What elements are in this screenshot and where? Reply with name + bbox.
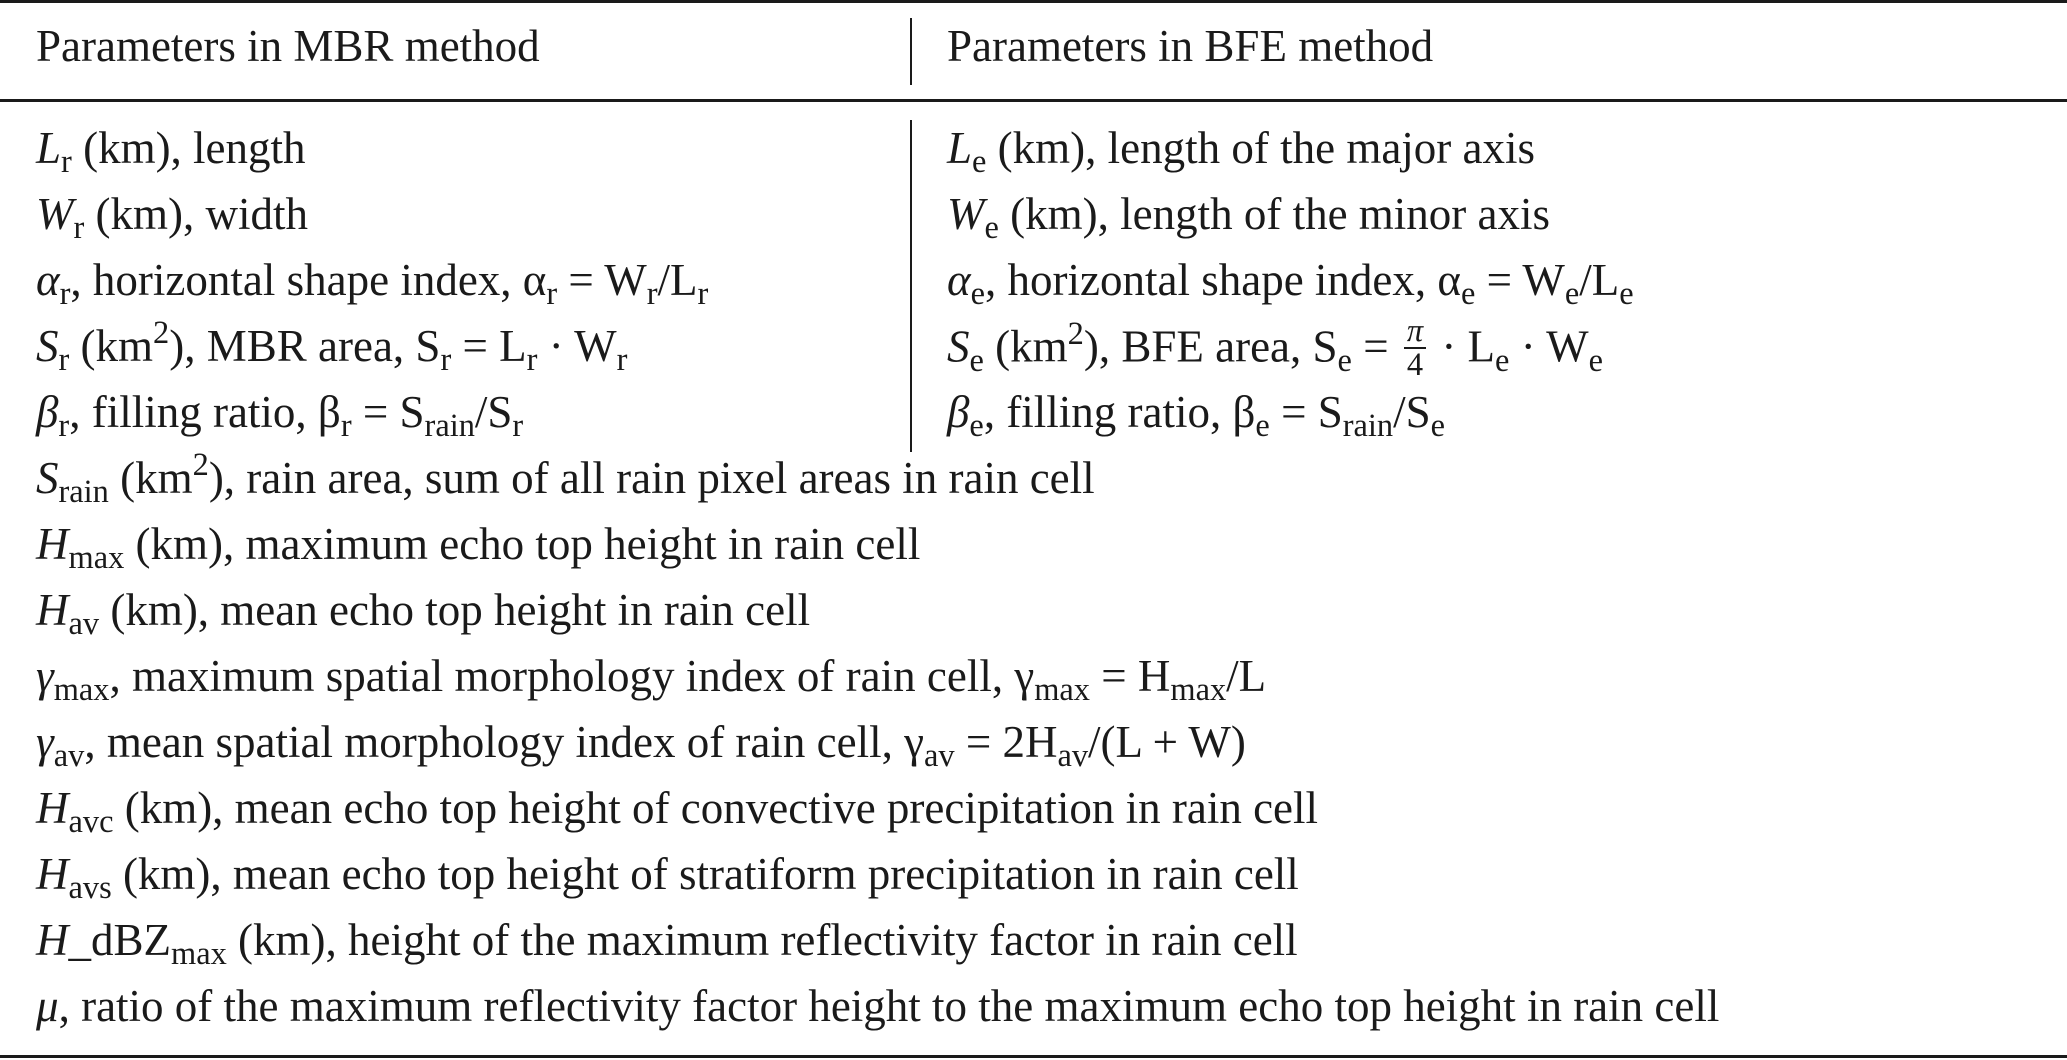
shared-row-h-dbz-max: H_dBZ$_{max}$ (km), height of the maximum reflectivity factor in rain cell bbox=[36, 915, 1298, 973]
mbr-row-length: $L_r$ (km), length bbox=[36, 123, 306, 181]
shared-row-hmax: $H_{max}$ (km), maximum echo top height in rain cell bbox=[36, 519, 921, 577]
pi-over-four-fraction: $\frac{\pi}{4}$ bbox=[1404, 315, 1426, 382]
mbr-row-area: $S_r$ $(km^2)$, MBR area, $S_r = L_r \cdot W_r$ bbox=[36, 315, 628, 379]
header-mbr: Parameters in MBR method bbox=[36, 21, 540, 71]
bfe-row-major-axis: $L_e$ (km), length of the major axis bbox=[947, 123, 1536, 181]
shared-row-mu: μ, ratio of the maximum reflectivity factor height to the maximum echo top height in rain cell bbox=[36, 981, 1720, 1031]
mbr-row-filling-ratio: $\beta_r$, filling ratio, $\beta_r = S_{rain}/S_r$ bbox=[36, 387, 524, 445]
header-column-divider bbox=[910, 18, 912, 85]
shared-row-gamma-max: $\gamma_{max}$, maximum spatial morphology index of rain cell, $\gamma_{max} = H_{max}/L$ bbox=[36, 651, 1267, 709]
body-column-divider bbox=[910, 120, 912, 452]
top-rule bbox=[0, 0, 2067, 3]
bfe-row-filling-ratio: $\beta_e$, filling ratio, $\beta_e = S_{rain}/S_e$ bbox=[947, 387, 1445, 445]
shared-row-havs: $H_{avs}$ (km), mean echo top height of stratiform precipitation in rain cell bbox=[36, 849, 1299, 907]
bfe-row-area: $S_e$ $(km^2)$, BFE area, $S_e$ = $\frac{\pi}{4}$ · $L_e \cdot W_e$ bbox=[947, 313, 1603, 384]
shared-row-hav: $H_{av}$ (km), mean echo top height in rain cell bbox=[36, 585, 811, 643]
mbr-row-shape-index: $\alpha_r$, horizontal shape index, $\alpha_r = W_r/L_r$ bbox=[36, 255, 709, 313]
bfe-row-shape-index: $\alpha_e$, horizontal shape index, $\alpha_e = W_e/L_e$ bbox=[947, 255, 1634, 313]
shared-row-gamma-av: $\gamma_{av}$, mean spatial morphology index of rain cell, $\gamma_{av} = 2H_{av}/(L + W)$ bbox=[36, 717, 1246, 775]
shared-row-rain-area: $S_{rain}$ $(km^2)$, rain area, sum of all rain pixel areas in rain cell bbox=[36, 447, 1095, 511]
bottom-rule bbox=[0, 1055, 2067, 1058]
header-bfe: Parameters in BFE method bbox=[947, 21, 1434, 71]
mbr-row-width: $W_r$ (km), width bbox=[36, 189, 309, 247]
bfe-row-minor-axis: $W_e$ (km), length of the minor axis bbox=[947, 189, 1551, 247]
shared-row-havc: $H_{avc}$ (km), mean echo top height of convective precipitation in rain cell bbox=[36, 783, 1319, 841]
header-rule bbox=[0, 99, 2067, 102]
